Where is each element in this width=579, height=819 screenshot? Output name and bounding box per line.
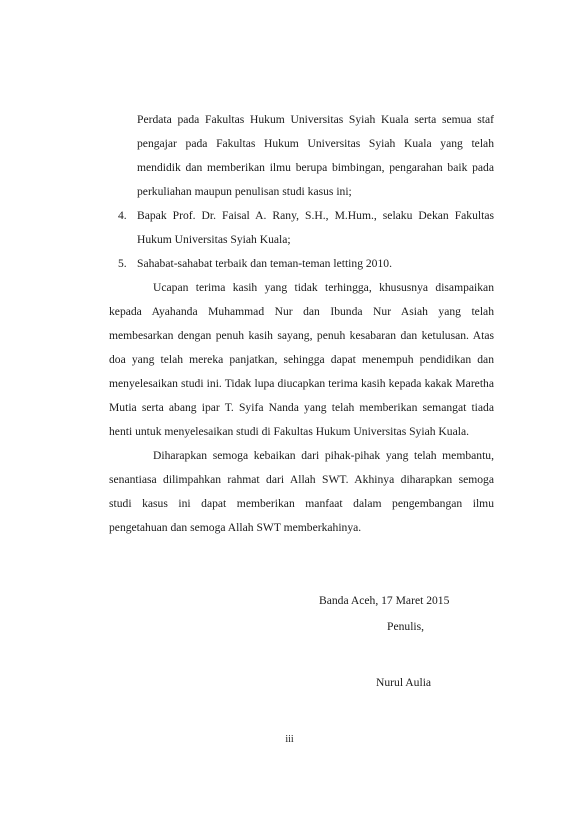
list-item-line: Bapak Prof. Dr. Faisal A. Rany, S.H., M.Hum., selaku Dekan Fakultas	[137, 209, 494, 222]
list-continuation-line: mendidik dan memberikan ilmu berupa bimbingan, pengarahan baik pada	[137, 161, 494, 174]
paragraph-line: pengetahuan dan semoga Allah SWT memberkahinya.	[109, 521, 362, 534]
paragraph-line: henti untuk menyelesaikan studi di Fakultas Hukum Universitas Syiah Kuala.	[109, 425, 469, 438]
list-item-line: Sahabat-sahabat terbaik dan teman-teman letting 2010.	[137, 257, 392, 270]
paragraph-line: Mutia serta abang ipar T. Syifa Nanda yang telah memberikan semangat tiada	[109, 401, 494, 414]
paragraph-line: membesarkan dengan penuh kasih sayang, penuh kesabaran dan ketulusan. Atas	[109, 329, 494, 342]
place-date: Banda Aceh, 17 Maret 2015	[319, 594, 450, 607]
paragraph-line: Ucapan terima kasih yang tidak terhingga, khususnya disampaikan	[153, 281, 494, 294]
paragraph-line: studi kasus ini dapat memberikan manfaat dalam pengembangan ilmu	[109, 497, 494, 510]
list-item-number: 4.	[118, 209, 127, 222]
paragraph-line: menyelesaikan studi ini. Tidak lupa diucapkan terima kasih kepada kakak Maretha	[109, 377, 494, 390]
list-continuation-line: perkuliahan maupun penulisan studi kasus ini;	[137, 185, 352, 198]
paragraph-line: kepada Ayahanda Muhammad Nur dan Ibunda Nur Asiah yang telah	[109, 305, 494, 318]
author-role: Penulis,	[387, 620, 425, 633]
list-continuation-line: pengajar pada Fakultas Hukum Universitas Syiah Kuala yang telah	[137, 137, 494, 150]
paragraph-line: senantiasa dilimpahkan rahmat dari Allah SWT. Akhinya diharapkan semoga	[109, 473, 494, 486]
list-item-line: Hukum Universitas Syiah Kuala;	[137, 233, 291, 246]
page-number: iii	[285, 734, 294, 745]
author-name: Nurul Aulia	[376, 676, 432, 689]
paragraph-line: doa yang telah mereka panjatkan, sehingga dapat menempuh pendidikan dan	[109, 353, 494, 366]
paragraph-line: Diharapkan semoga kebaikan dari pihak-pihak yang telah membantu,	[153, 449, 494, 462]
list-continuation-line: Perdata pada Fakultas Hukum Universitas Syiah Kuala serta semua staf	[137, 113, 494, 126]
list-item-number: 5.	[118, 257, 127, 270]
